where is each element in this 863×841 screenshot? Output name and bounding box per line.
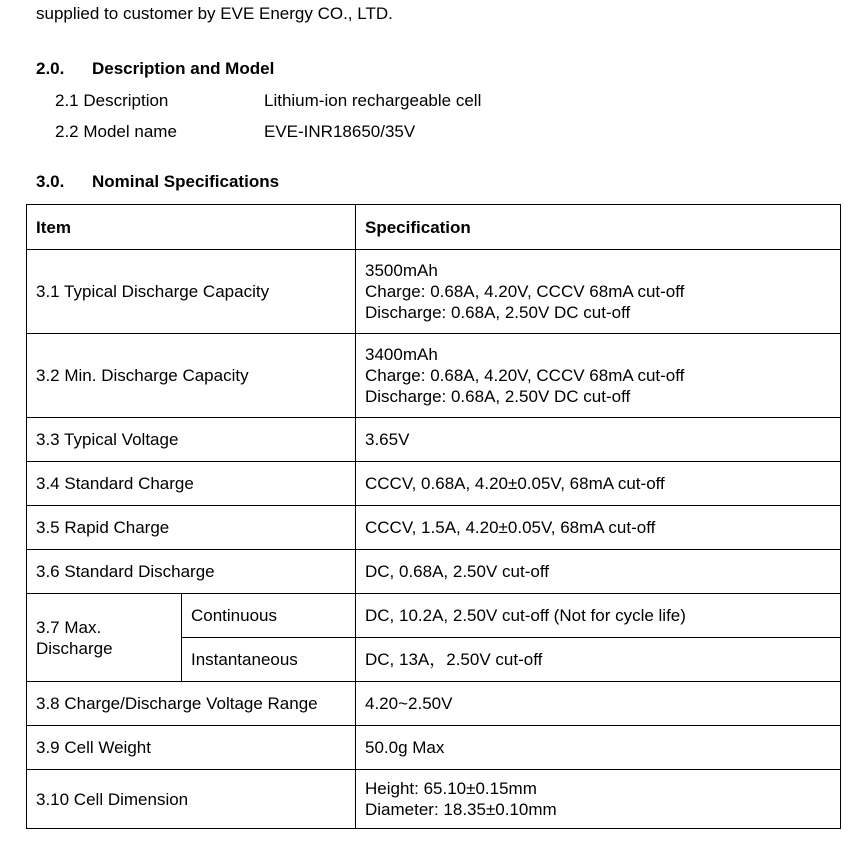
spec-line: 3500mAh bbox=[365, 261, 438, 280]
sub-item-cell: Instantaneous bbox=[182, 638, 356, 682]
item-cell: 3.10 Cell Dimension bbox=[27, 770, 356, 829]
table-row bbox=[27, 462, 841, 506]
spec-cell: DC, 10.2A, 2.50V cut-off (Not for cycle life) bbox=[356, 594, 841, 638]
item-cell: 3.1 Typical Discharge Capacity bbox=[27, 250, 356, 334]
model-name-label: 2.2 Model name bbox=[55, 122, 177, 141]
section-heading-3 bbox=[36, 172, 279, 192]
table-row bbox=[27, 418, 841, 462]
item-cell: 3.9 Cell Weight bbox=[27, 726, 356, 770]
table-row bbox=[27, 334, 841, 418]
spec-cell: DC, 0.68A, 2.50V cut-off bbox=[356, 550, 841, 594]
spec-table bbox=[26, 204, 841, 829]
section-number: 3.0. bbox=[36, 172, 65, 191]
table-row bbox=[27, 594, 841, 638]
header-specification: Specification bbox=[356, 205, 841, 250]
spec-cell: CCCV, 0.68A, 4.20±0.05V, 68mA cut-off bbox=[356, 462, 841, 506]
spec-cell: 50.0g Max bbox=[356, 726, 841, 770]
spec-cell: 4.20~2.50V bbox=[356, 682, 841, 726]
item-cell: 3.5 Rapid Charge bbox=[27, 506, 356, 550]
description-value: Lithium-ion rechargeable cell bbox=[264, 91, 482, 110]
item-cell: 3.2 Min. Discharge Capacity bbox=[27, 334, 356, 418]
section-title: Description and Model bbox=[92, 59, 275, 78]
table-row bbox=[27, 726, 841, 770]
table-row bbox=[27, 770, 841, 829]
table-row bbox=[27, 506, 841, 550]
spec-cell: CCCV, 1.5A, 4.20±0.05V, 68mA cut-off bbox=[356, 506, 841, 550]
item-cell: 3.6 Standard Discharge bbox=[27, 550, 356, 594]
item-cell: 3.3 Typical Voltage bbox=[27, 418, 356, 462]
header-item: Item bbox=[27, 205, 356, 250]
spec-line: Diameter: 18.35±0.10mm bbox=[365, 800, 557, 819]
spec-cell: 3.65V bbox=[356, 418, 841, 462]
spec-line: Charge: 0.68A, 4.20V, CCCV 68mA cut-off bbox=[365, 282, 685, 301]
spec-cell bbox=[356, 334, 841, 418]
section-title: Nominal Specifications bbox=[92, 172, 280, 191]
spec-cell: DC, 13A，2.50V cut-off bbox=[356, 638, 841, 682]
spec-line: 3400mAh bbox=[365, 345, 438, 364]
spec-cell bbox=[356, 770, 841, 829]
item-cell: 3.7 Max. Discharge bbox=[27, 594, 182, 682]
intro-text: supplied to customer by EVE Energy CO., LTD. bbox=[36, 4, 393, 23]
table-header-row bbox=[27, 205, 841, 250]
spec-line: Height: 65.10±0.15mm bbox=[365, 779, 537, 798]
item-cell: 3.4 Standard Charge bbox=[27, 462, 356, 506]
spec-cell bbox=[356, 250, 841, 334]
sub-item-cell: Continuous bbox=[182, 594, 356, 638]
description-label: 2.1 Description bbox=[55, 91, 169, 110]
section-number: 2.0. bbox=[36, 59, 65, 78]
table-row bbox=[27, 682, 841, 726]
spec-line: Discharge: 0.68A, 2.50V DC cut-off bbox=[365, 387, 631, 406]
spec-line: Discharge: 0.68A, 2.50V DC cut-off bbox=[365, 303, 631, 322]
model-name-value: EVE-INR18650/35V bbox=[264, 122, 416, 141]
spec-line: Charge: 0.68A, 4.20V, CCCV 68mA cut-off bbox=[365, 366, 685, 385]
section-heading-2 bbox=[36, 59, 274, 79]
table-row bbox=[27, 550, 841, 594]
item-cell: 3.8 Charge/Discharge Voltage Range bbox=[27, 682, 356, 726]
table-row bbox=[27, 250, 841, 334]
